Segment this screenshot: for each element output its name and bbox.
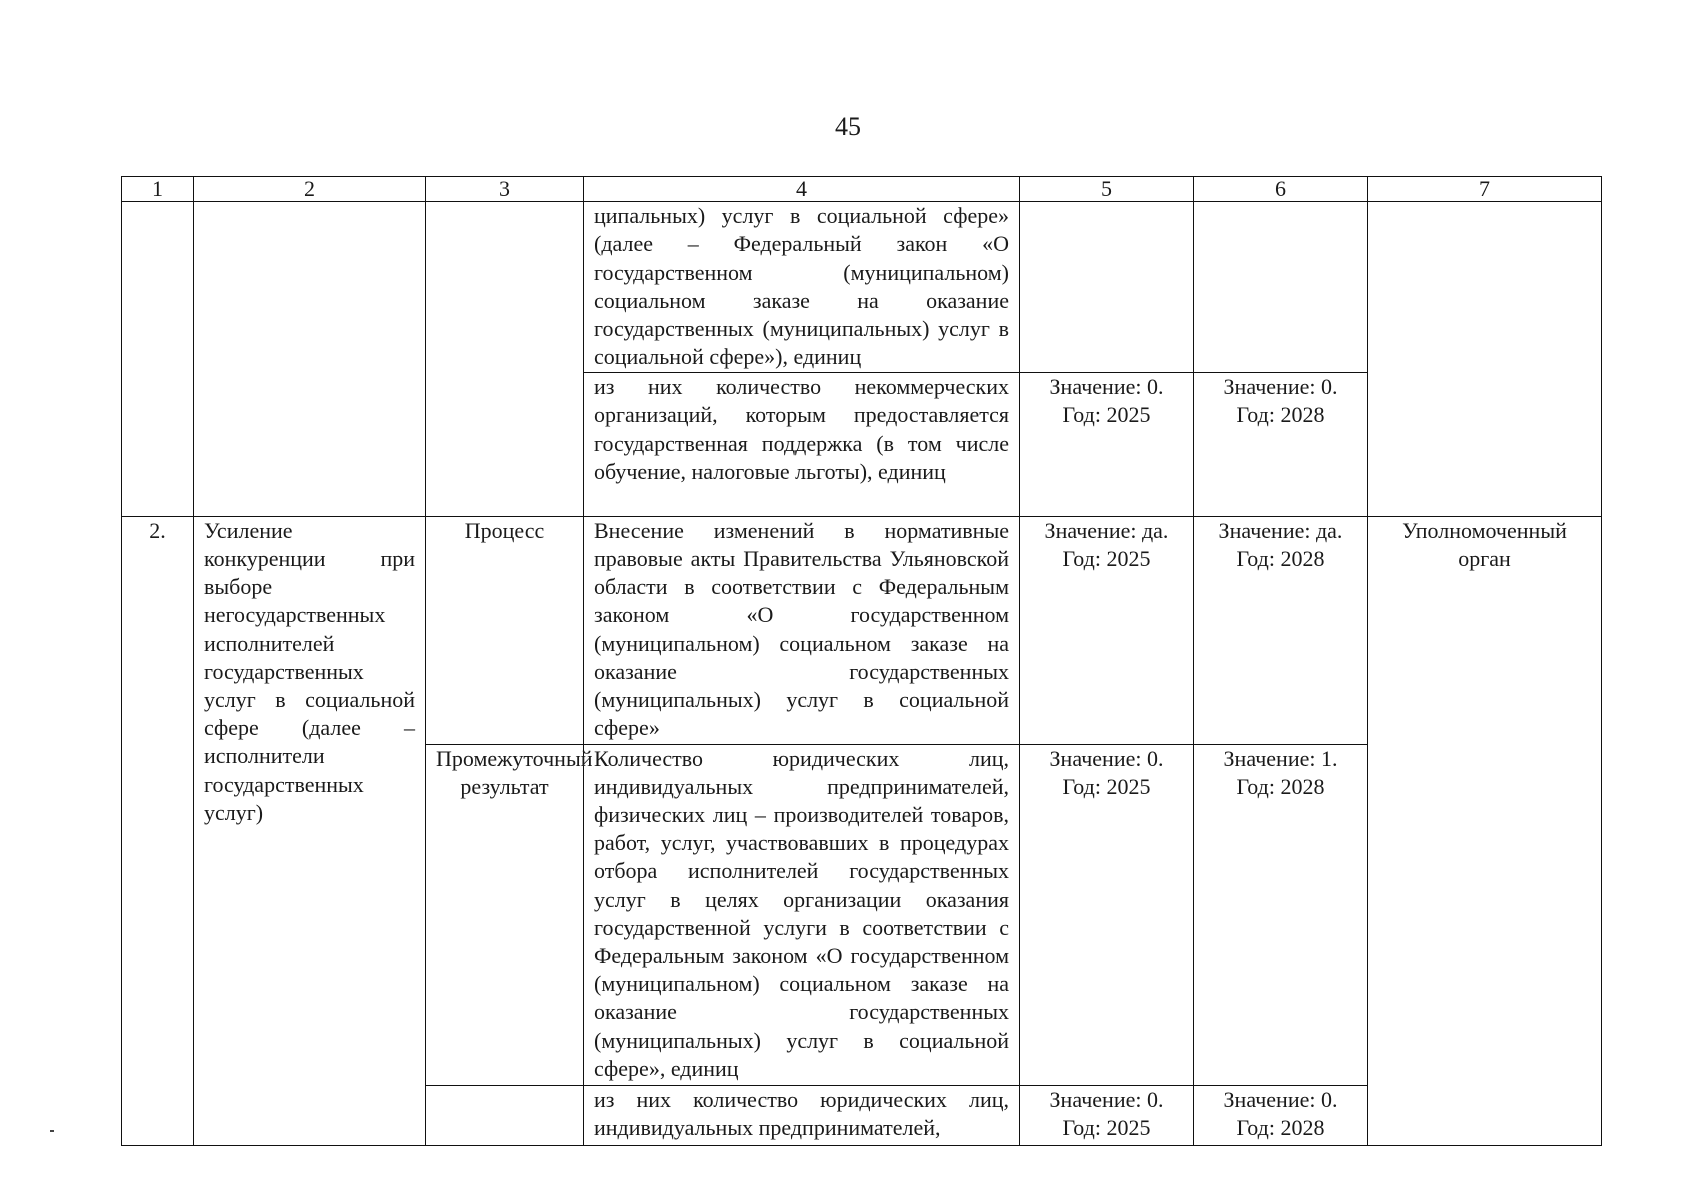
cont-target-cell xyxy=(1194,202,1368,373)
cont-number-cell xyxy=(122,202,194,517)
header-cell-3: 3 xyxy=(426,177,584,202)
base-year: Год: 2025 xyxy=(1062,1114,1151,1140)
cont-base-cell xyxy=(1020,202,1194,373)
process-base-cell xyxy=(1020,516,1194,744)
task-cell: Усиление конкуренции при выборе негосударственных исполнителей государственных услуг в социальной сфере (далее – исполнители государственных услуг) xyxy=(194,516,426,1145)
interim-sub-type-cell xyxy=(426,1085,584,1145)
target-year: Год: 2028 xyxy=(1236,402,1325,428)
process-indicator-cell: Внесение изменений в нормативные правовые акты Правительства Ульяновской области в соответствии с Федеральным законом «О государственном (муниципальном) социальном заказе на оказание государственных (муниципальных) услуг в социальной сфере» xyxy=(584,516,1020,744)
interim-sub-target-cell xyxy=(1194,1085,1368,1145)
table-row xyxy=(122,202,1602,373)
interim-target-cell xyxy=(1194,744,1368,1085)
cont-task-cell xyxy=(194,202,426,517)
table-row xyxy=(122,516,1602,744)
base-value: Значение: 0. xyxy=(1049,374,1164,400)
base-year: Год: 2025 xyxy=(1062,546,1151,572)
scan-speck xyxy=(50,1130,54,1132)
header-cell-1: 1 xyxy=(122,177,194,202)
header-cell-5: 5 xyxy=(1020,177,1194,202)
header-cell-7: 7 xyxy=(1368,177,1602,202)
target-value: Значение: да. xyxy=(1218,517,1343,543)
header-cell-2: 2 xyxy=(194,177,426,202)
target-year: Год: 2028 xyxy=(1236,773,1325,799)
base-value: Значение: 0. xyxy=(1049,745,1164,771)
cont-type-cell xyxy=(426,202,584,517)
cont-sub-indicator-cell: из них количество некоммерческих организаций, которым предоставляется государственная поддержка (в том числе обучение, налоговые льготы), единиц xyxy=(584,373,1020,517)
base-year: Год: 2025 xyxy=(1062,402,1151,428)
target-value: Значение: 0. xyxy=(1223,1086,1338,1112)
header-cell-6: 6 xyxy=(1194,177,1368,202)
cont-sub-target-cell xyxy=(1194,373,1368,517)
target-value: Значение: 1. xyxy=(1223,745,1338,771)
process-target-cell xyxy=(1194,516,1368,744)
interim-sub-base-cell xyxy=(1020,1085,1194,1145)
interim-type-cell: Промежуточный результат xyxy=(426,744,584,1085)
page-number: 45 xyxy=(835,112,861,141)
target-value: Значение: 0. xyxy=(1223,374,1338,400)
base-year: Год: 2025 xyxy=(1062,773,1151,799)
interim-base-cell xyxy=(1020,744,1194,1085)
base-value: Значение: 0. xyxy=(1049,1086,1164,1112)
base-value: Значение: да. xyxy=(1044,517,1169,543)
process-type-cell: Процесс xyxy=(426,516,584,744)
interim-sub-indicator-cell: из них количество юридических лиц, индивидуальных предпринимателей, xyxy=(584,1085,1020,1145)
interim-indicator-cell: Количество юридических лиц, индивидуальных предпринимателей, физических лиц – производителей товаров, работ, услуг, участвовавших в процедурах отбора исполнителей государственных услуг в целях организации оказания государственной услуги в соответствии с Федеральным законом «О государственном (муниципальном) социальном заказе на оказание государственных (муниципальных) услуг в социальной сфере», единиц xyxy=(584,744,1020,1085)
target-year: Год: 2028 xyxy=(1236,1114,1325,1140)
target-year: Год: 2028 xyxy=(1236,546,1325,572)
header-cell-4: 4 xyxy=(584,177,1020,202)
indicators-table xyxy=(121,176,1602,1146)
cont-indicator-cell: ципальных) услуг в социальной сфере» (далее – Федеральный закон «О государственном (муниципальном) социальном заказе на оказание государственных (муниципальных) услуг в социальной сфере»), единиц xyxy=(584,202,1020,373)
cont-sub-base-cell xyxy=(1020,373,1194,517)
row-number-cell: 2. xyxy=(122,516,194,1145)
cont-responsible-cell xyxy=(1368,202,1602,517)
responsible-cell: Уполномоченный орган xyxy=(1368,516,1602,1145)
table-header-row xyxy=(122,177,1602,202)
